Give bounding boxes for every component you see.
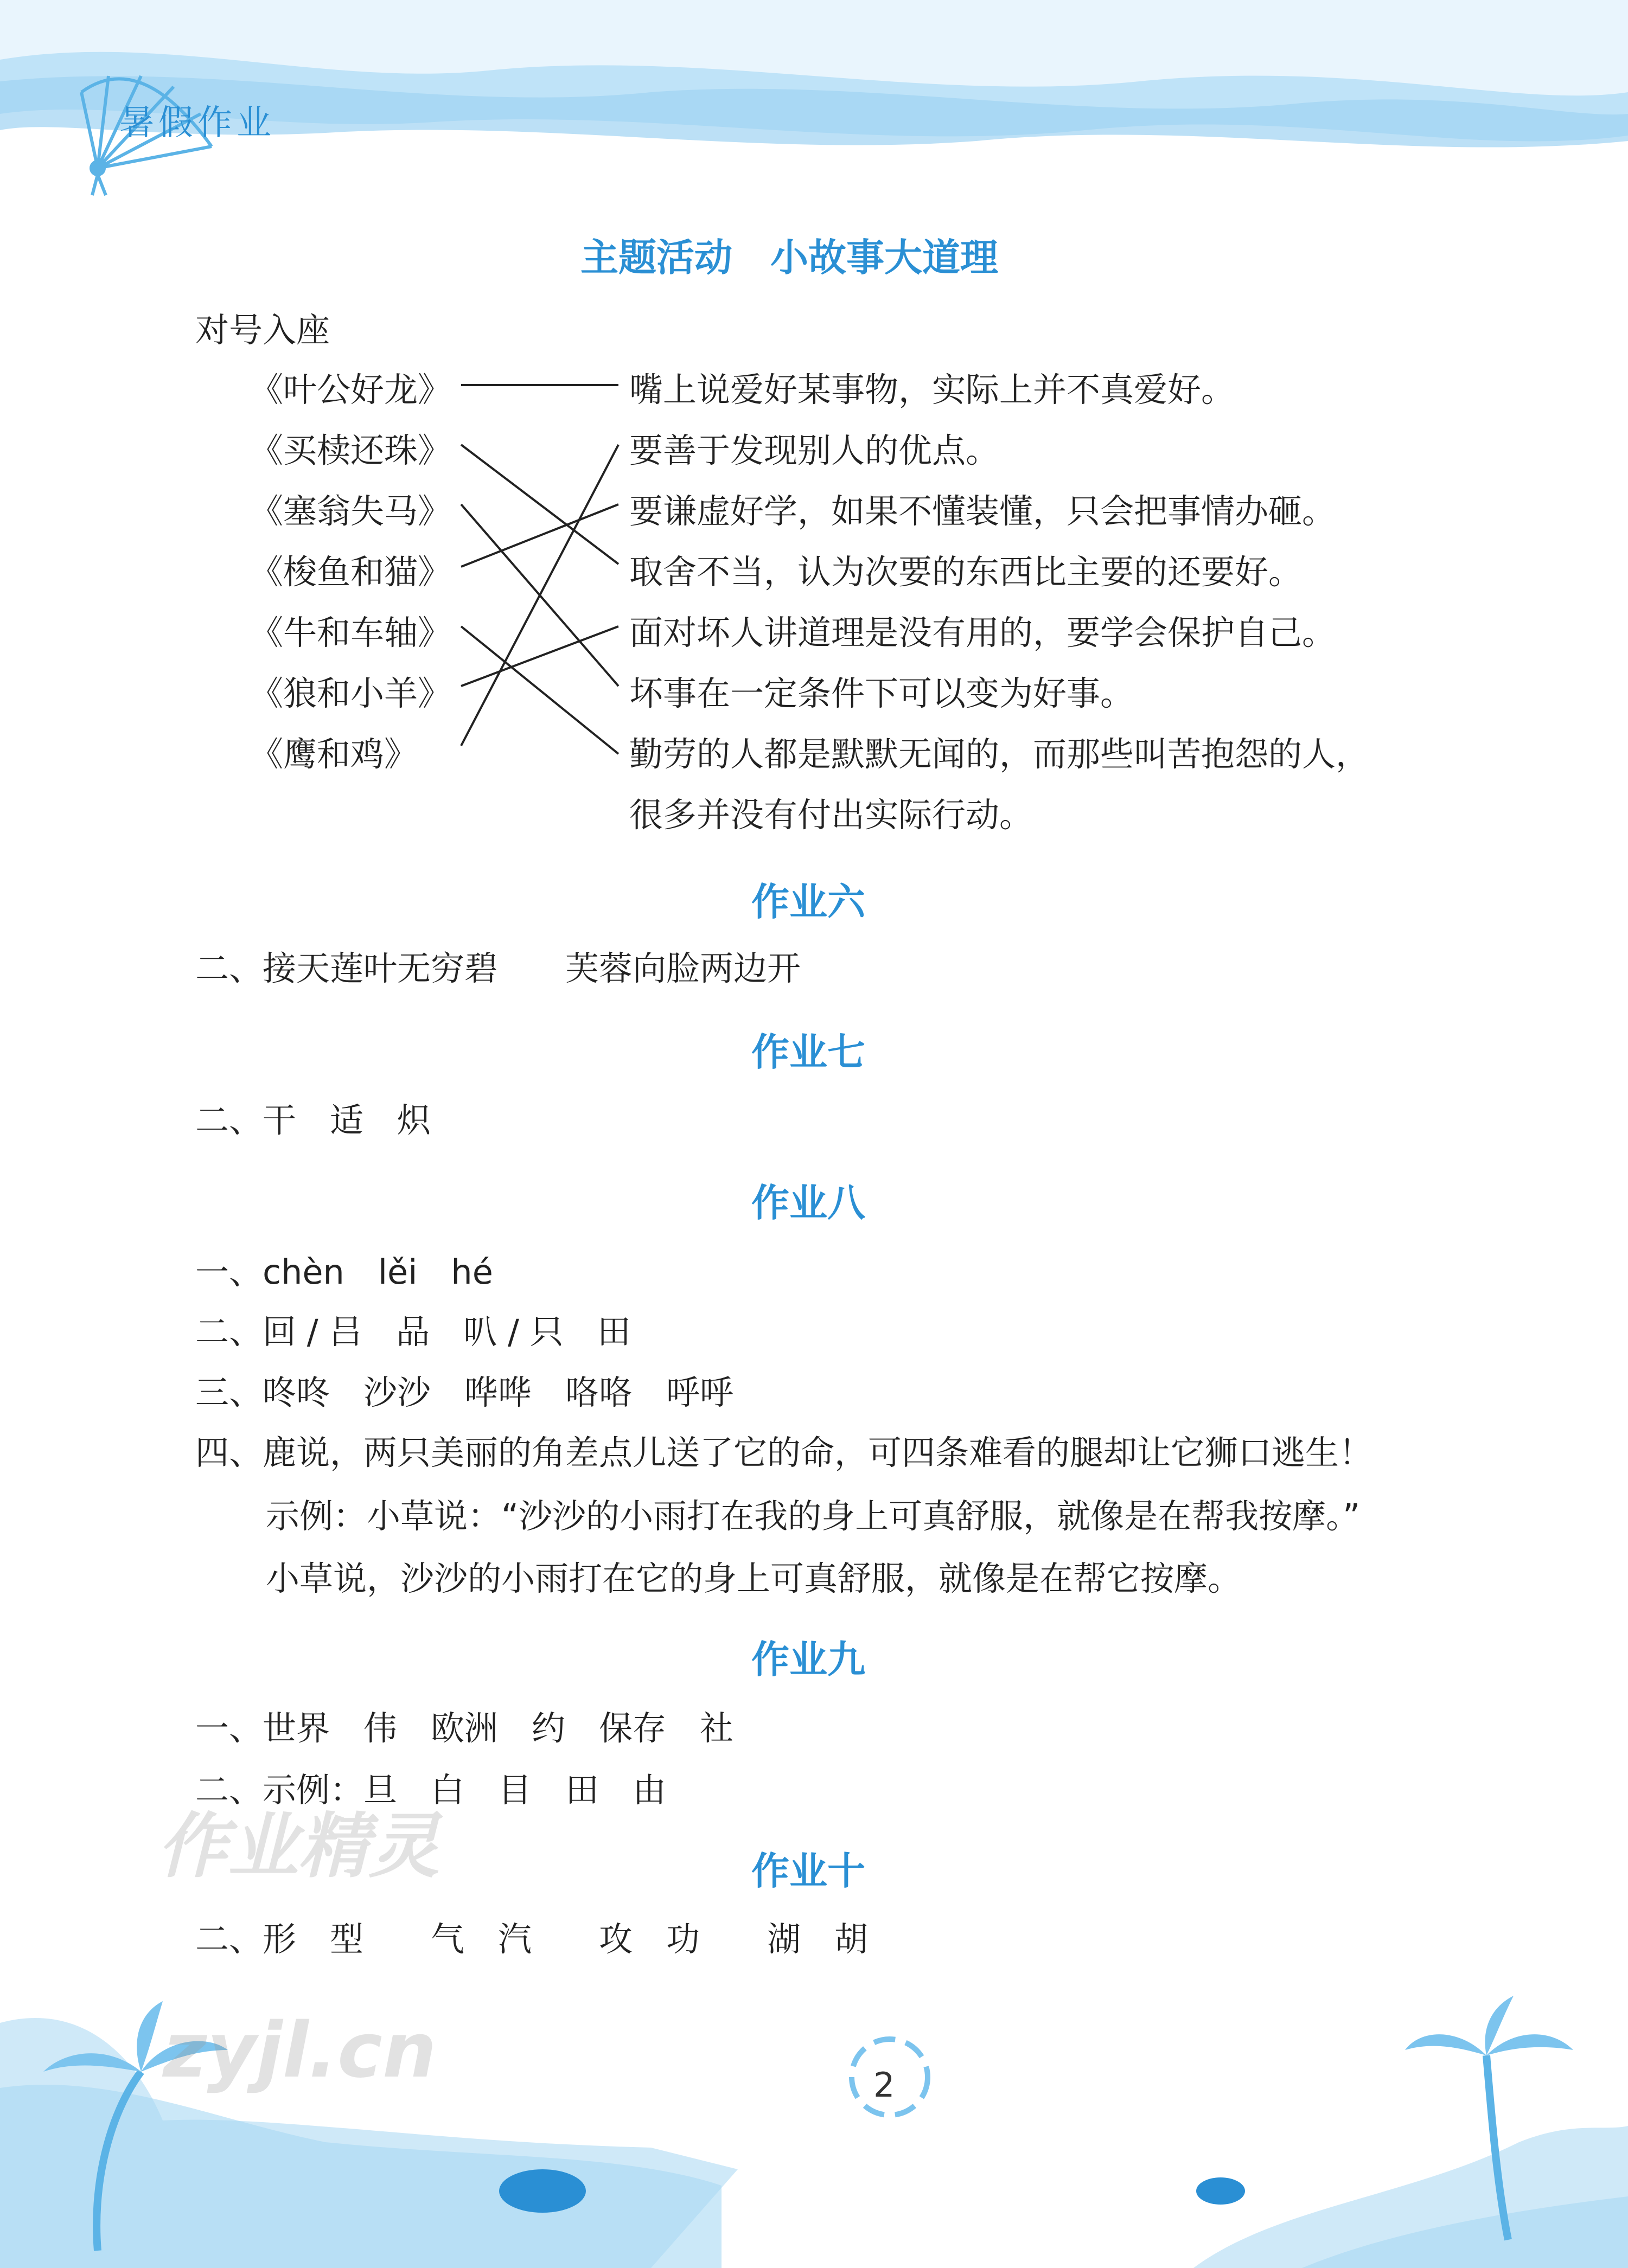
right-item: 面对坏人讲道理是没有用的，要学会保护自己。 (629, 613, 1336, 652)
left-item: 《鹰和鸡》 (250, 734, 418, 774)
hw9-title: 作业九 (751, 1637, 865, 1682)
hw10-title: 作业十 (751, 1849, 865, 1893)
right-item: 勤劳的人都是默默无闻的，而那些叫苦抱怨的人， (629, 734, 1370, 774)
hw6-title: 作业六 (751, 880, 865, 924)
hw9-line: 一、世界 伟 欧洲 约 保存 社 (195, 1708, 734, 1748)
hw9-line: 二、示例：旦 白 目 田 由 (195, 1770, 667, 1810)
hw6-line: 二、接天莲叶无穷碧 芙蓉向脸两边开 (195, 949, 801, 988)
hw8-line: 四、鹿说，两只美丽的角差点儿送了它的命，可四条难看的腿却让它狮口逃生！ (195, 1433, 1373, 1472)
hw8-line: 示例：小草说：“沙沙的小雨打在我的身上可真舒服，就像是在帮我按摩。” (266, 1496, 1361, 1536)
left-item: 《梭鱼和猫》 (250, 552, 452, 592)
hw8-line: 小草说，沙沙的小雨打在它的身上可真舒服，就像是在帮它按摩。 (266, 1559, 1242, 1598)
right-item: 嘴上说爱好某事物，实际上并不真爱好。 (629, 370, 1235, 409)
theme-title: 主题活动 小故事大道理 (580, 235, 998, 280)
right-item: 要谦虚好学，如果不懂装懂，只会把事情办砸。 (629, 491, 1336, 531)
watermark-site: zyjl.cn (163, 2007, 437, 2095)
hw8-line: 三、咚咚 沙沙 哗哗 咯咯 呼呼 (195, 1373, 734, 1412)
right-item: 取舍不当，认为次要的东西比主要的还要好。 (629, 552, 1303, 592)
header-logo-text: 暑假作业 (119, 103, 276, 143)
right-item: 坏事在一定条件下可以变为好事。 (629, 674, 1134, 713)
left-item: 《塞翁失马》 (250, 491, 452, 531)
hw10-line: 二、形 型 气 汽 攻 功 湖 胡 (195, 1919, 869, 1959)
left-item: 《狼和小羊》 (250, 674, 452, 713)
hw8-line: 二、回 / 吕 品 叭 / 只 田 (195, 1312, 631, 1351)
hw7-title: 作业七 (751, 1030, 865, 1074)
hw8-line: 一、chèn lěi hé (195, 1252, 493, 1292)
matching-lines (0, 0, 1628, 868)
hw8-title: 作业八 (751, 1181, 865, 1225)
watermark-text: 作业精灵 (157, 1805, 440, 1887)
right-item: 要善于发现别人的优点。 (629, 431, 1000, 470)
hw7-line: 二、干 适 炽 (195, 1100, 431, 1140)
right-item: 很多并没有付出实际行动。 (629, 795, 1033, 835)
left-item: 《牛和车轴》 (250, 613, 452, 652)
page-number: 2 (873, 2065, 895, 2105)
theme-subtitle: 对号入座 (195, 310, 330, 350)
left-item: 《买椟还珠》 (250, 431, 452, 470)
left-item: 《叶公好龙》 (250, 370, 452, 409)
